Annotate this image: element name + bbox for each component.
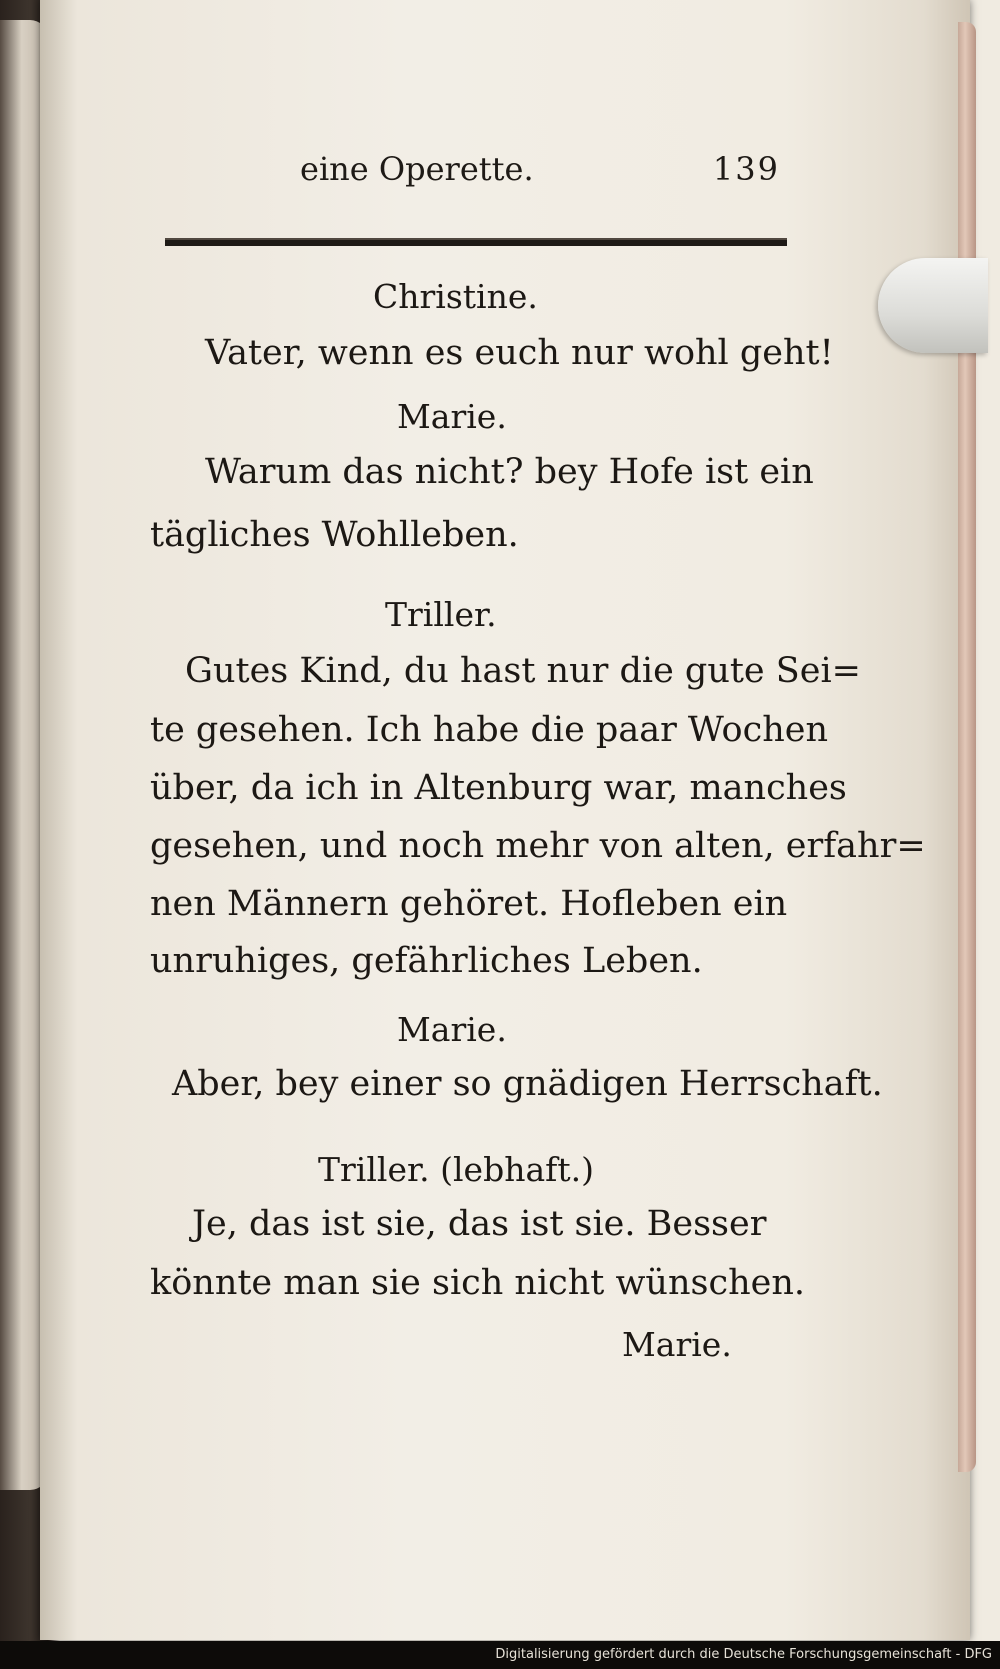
text-line: te gesehen. Ich habe die paar Wochen xyxy=(150,710,828,750)
text-line: tägliches Wohlleben. xyxy=(150,515,519,555)
text-line: Aber, bey einer so gnädigen Herrschaft. xyxy=(172,1064,883,1104)
text-line: Vater, wenn es euch nur wohl geht! xyxy=(205,333,834,373)
speaker-name: Marie. xyxy=(397,1010,507,1049)
speaker-name: Marie. xyxy=(397,397,507,436)
speaker-name: Triller. xyxy=(385,595,497,634)
page-stack-edge xyxy=(958,22,976,1472)
text-line: unruhiges, gefährliches Leben. xyxy=(150,941,703,981)
text-line: Je, das ist sie, das ist sie. Besser xyxy=(192,1204,767,1244)
text-line: könnte man sie sich nicht wünschen. xyxy=(150,1263,806,1303)
text-line: nen Männern gehöret. Hofleben ein xyxy=(150,884,788,924)
text-line: über, da ich in Altenburg war, manches xyxy=(150,768,847,808)
page-clip xyxy=(878,258,988,353)
footer-credit: Digitalisierung gefördert durch die Deutsche Forschungsgemeinschaft - DFG xyxy=(495,1647,992,1662)
speaker-name: Christine. xyxy=(373,277,538,316)
running-title: eine Operette. xyxy=(300,150,534,188)
book-page xyxy=(40,0,970,1640)
text-line: Warum das nicht? bey Hofe ist ein xyxy=(205,452,814,492)
speaker-name: Triller. (lebhaft.) xyxy=(318,1150,594,1189)
page-number: 139 xyxy=(712,150,780,188)
header-rule xyxy=(165,238,787,246)
speaker-name: Marie. xyxy=(622,1325,732,1364)
text-line: Gutes Kind, du hast nur die gute Sei= xyxy=(185,651,861,691)
text-line: gesehen, und noch mehr von alten, erfahr= xyxy=(150,826,926,866)
digitization-footer xyxy=(0,1641,1000,1669)
